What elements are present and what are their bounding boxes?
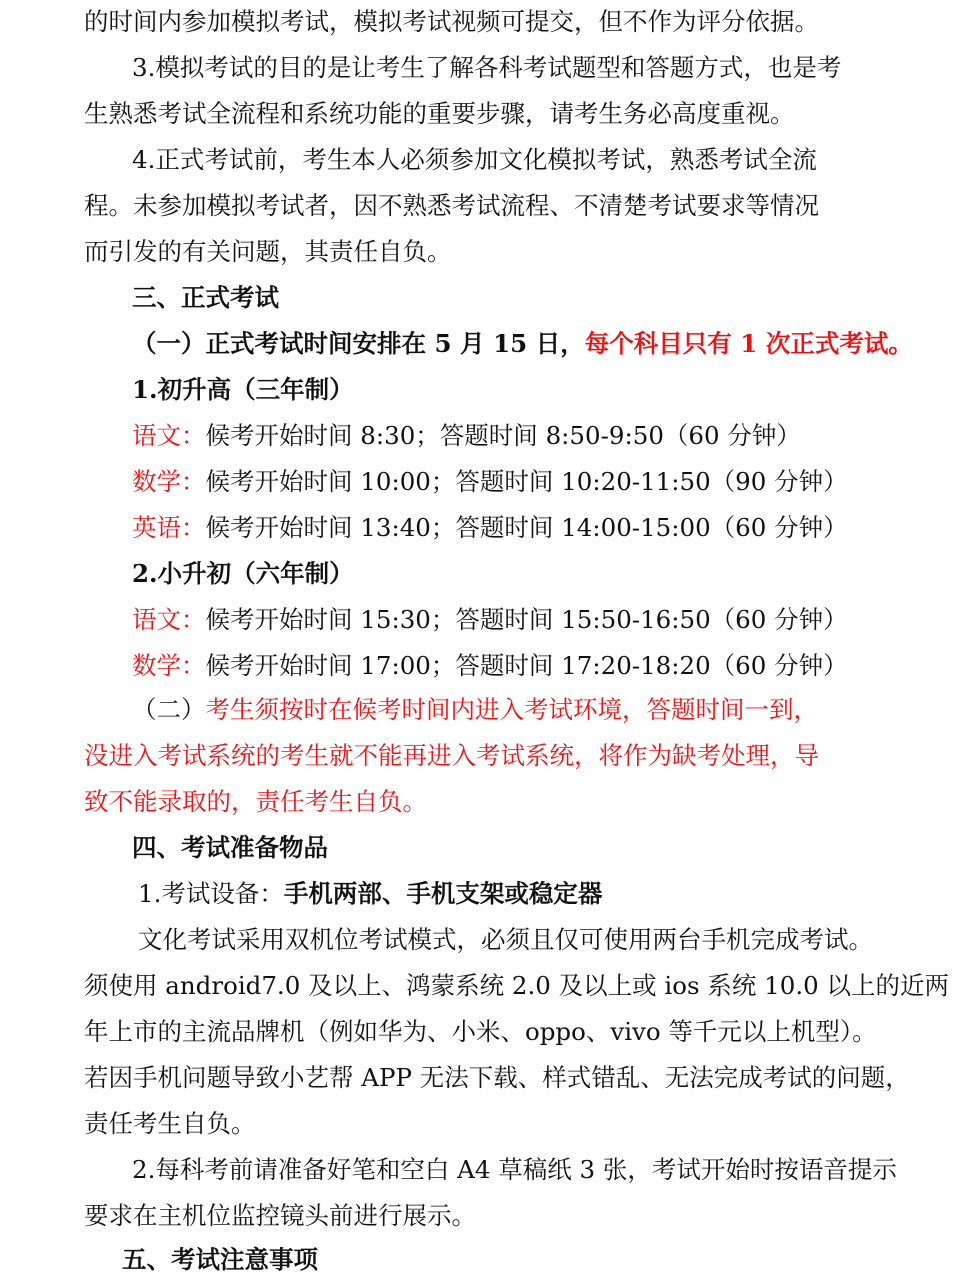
- body-line: 若因手机问题导致小艺帮 APP 无法下载、样式错乱、无法完成考试的问题，: [84, 1063, 910, 1092]
- body-line: 文化考试采用双机位考试模式，必须且仅可使用两台手机完成考试。: [138, 925, 873, 954]
- notice-prefix: （二）: [132, 695, 206, 724]
- section-heading: 四、考试准备物品: [132, 833, 328, 862]
- schedule-row: [132, 466, 848, 498]
- notice-line: 致不能录取的，责任考生自负。: [84, 787, 427, 816]
- subject-label: 数学：: [132, 651, 206, 680]
- item-emphasis: 手机两部、手机支架或稳定器: [283, 879, 603, 908]
- notice-text: 考生须按时在候考时间内进入考试环境，答题时间一到，: [205, 695, 818, 724]
- subsection-heading: [132, 328, 913, 360]
- body-line: 程。未参加模拟考试者，因不熟悉考试流程、不清楚考试要求等情况: [84, 191, 819, 220]
- schedule-row: [132, 650, 848, 682]
- notice-line: 没进入考试系统的考生就不能再进入考试系统，将作为缺考处理，导: [84, 741, 819, 770]
- body-line: 须使用 android7.0 及以上、鸿蒙系统 2.0 及以上或 ios 系统 10.0 以上的近两: [84, 971, 949, 1000]
- schedule-detail: 候考开始时间 10:00；答题时间 10:20-11:50（90 分钟）: [205, 467, 848, 496]
- body-line: 3.模拟考试的目的是让考生了解各科考试题型和答题方式，也是考: [132, 53, 842, 82]
- subsection-text: （一）正式考试时间安排在 5 月 15 日，: [132, 329, 585, 358]
- schedule-row: [132, 420, 801, 452]
- section-heading: 三、正式考试: [132, 283, 279, 312]
- schedule-row: [132, 604, 848, 636]
- body-line: 而引发的有关问题，其责任自负。: [84, 237, 452, 266]
- subsection-emphasis: 每个科目只有 1 次正式考试。: [584, 329, 913, 358]
- section-heading: 五、考试注意事项: [122, 1245, 318, 1274]
- subject-label: 语文：: [132, 421, 206, 450]
- body-line: 责任考生自负。: [84, 1109, 256, 1138]
- notice-line: [132, 694, 818, 726]
- schedule-row: [132, 512, 848, 544]
- schedule-detail: 候考开始时间 17:00；答题时间 17:20-18:20（60 分钟）: [205, 651, 848, 680]
- subject-label: 语文：: [132, 605, 206, 634]
- item-label: 1.考试设备：: [138, 879, 284, 908]
- schedule-detail: 候考开始时间 15:30；答题时间 15:50-16:50（60 分钟）: [205, 605, 848, 634]
- body-line: 年上市的主流品牌机（例如华为、小米、oppo、vivo 等千元以上机型）。: [84, 1017, 877, 1046]
- body-line: 4.正式考试前，考生本人必须参加文化模拟考试，熟悉考试全流: [132, 145, 817, 174]
- item-heading: [138, 878, 602, 910]
- subject-label: 英语：: [132, 513, 206, 542]
- body-line: 2.每科考前请准备好笔和空白 A4 草稿纸 3 张，考试开始时按语音提示: [132, 1155, 897, 1184]
- grade-title: 1.初升高（三年制）: [132, 375, 354, 404]
- schedule-detail: 候考开始时间 8:30；答题时间 8:50-9:50（60 分钟）: [205, 421, 801, 450]
- body-line: 的时间内参加模拟考试，模拟考试视频可提交，但不作为评分依据。: [84, 7, 819, 36]
- body-line: 要求在主机位监控镜头前进行展示。: [84, 1201, 476, 1230]
- body-line: 生熟悉考试全流程和系统功能的重要步骤，请考生务必高度重视。: [84, 99, 795, 128]
- schedule-detail: 候考开始时间 13:40；答题时间 14:00-15:00（60 分钟）: [205, 513, 848, 542]
- subject-label: 数学：: [132, 467, 206, 496]
- grade-title: 2.小升初（六年制）: [132, 559, 354, 588]
